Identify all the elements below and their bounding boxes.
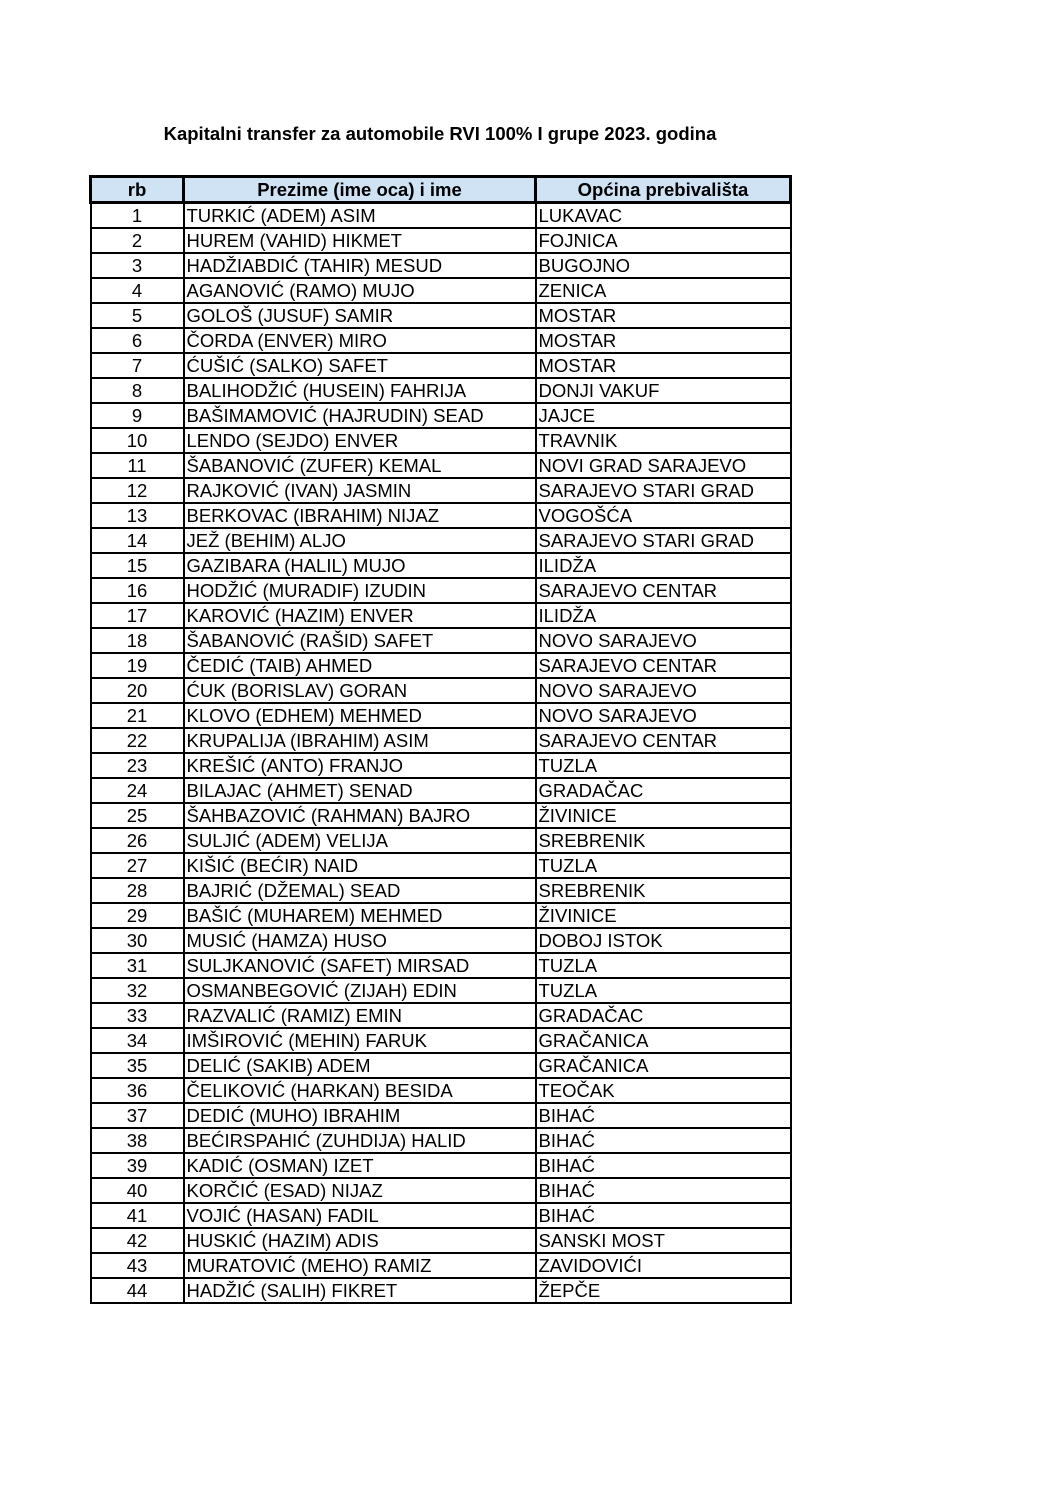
- cell-rb: 31: [91, 953, 184, 978]
- table-row: [91, 303, 791, 328]
- cell-municipality: ILIDŽA: [536, 603, 791, 628]
- cell-municipality: TUZLA: [536, 853, 791, 878]
- cell-name: HADŽIĆ (SALIH) FIKRET: [184, 1278, 536, 1303]
- table-row: [91, 353, 791, 378]
- table-row: [91, 778, 791, 803]
- cell-municipality: ZAVIDOVIĆI: [536, 1253, 791, 1278]
- table-row: [91, 1203, 791, 1228]
- cell-rb: 28: [91, 878, 184, 903]
- cell-name: LENDO (SEJDO) ENVER: [184, 428, 536, 453]
- cell-name: BILAJAC (AHMET) SENAD: [184, 778, 536, 803]
- cell-rb: 41: [91, 1203, 184, 1228]
- column-header-municipality: Općina prebivališta: [536, 177, 791, 203]
- cell-rb: 39: [91, 1153, 184, 1178]
- cell-rb: 8: [91, 378, 184, 403]
- cell-rb: 26: [91, 828, 184, 853]
- cell-municipality: MOSTAR: [536, 328, 791, 353]
- cell-name: KIŠIĆ (BEĆIR) NAID: [184, 853, 536, 878]
- cell-rb: 25: [91, 803, 184, 828]
- cell-name: RAJKOVIĆ (IVAN) JASMIN: [184, 478, 536, 503]
- table-row: [91, 1153, 791, 1178]
- table-row: [91, 1103, 791, 1128]
- cell-name: JEŽ (BEHIM) ALJO: [184, 528, 536, 553]
- cell-name: KREŠIĆ (ANTO) FRANJO: [184, 753, 536, 778]
- table-row: [91, 1003, 791, 1028]
- cell-municipality: JAJCE: [536, 403, 791, 428]
- cell-name: AGANOVIĆ (RAMO) MUJO: [184, 278, 536, 303]
- cell-name: VOJIĆ (HASAN) FADIL: [184, 1203, 536, 1228]
- cell-municipality: ŽIVINICE: [536, 903, 791, 928]
- cell-rb: 20: [91, 678, 184, 703]
- table-row: [91, 978, 791, 1003]
- cell-municipality: NOVO SARAJEVO: [536, 678, 791, 703]
- table-row: [91, 878, 791, 903]
- cell-municipality: ŽEPČE: [536, 1278, 791, 1303]
- cell-name: RAZVALIĆ (RAMIZ) EMIN: [184, 1003, 536, 1028]
- cell-name: KRUPALIJA (IBRAHIM) ASIM: [184, 728, 536, 753]
- cell-name: KORČIĆ (ESAD) NIJAZ: [184, 1178, 536, 1203]
- cell-rb: 24: [91, 778, 184, 803]
- table-row: [91, 628, 791, 653]
- table-row: [91, 1178, 791, 1203]
- cell-municipality: SARAJEVO STARI GRAD: [536, 528, 791, 553]
- table-row: [91, 678, 791, 703]
- cell-municipality: SREBRENIK: [536, 828, 791, 853]
- cell-name: ŠABANOVIĆ (RAŠID) SAFET: [184, 628, 536, 653]
- cell-municipality: BIHAĆ: [536, 1153, 791, 1178]
- cell-name: TURKIĆ (ADEM) ASIM: [184, 203, 536, 229]
- cell-municipality: BIHAĆ: [536, 1128, 791, 1153]
- cell-rb: 15: [91, 553, 184, 578]
- table-row: [91, 253, 791, 278]
- cell-name: SULJKANOVIĆ (SAFET) MIRSAD: [184, 953, 536, 978]
- cell-rb: 29: [91, 903, 184, 928]
- cell-municipality: GRADAČAC: [536, 778, 791, 803]
- cell-rb: 7: [91, 353, 184, 378]
- cell-municipality: GRAČANICA: [536, 1053, 791, 1078]
- cell-municipality: BIHAĆ: [536, 1178, 791, 1203]
- cell-municipality: SARAJEVO CENTAR: [536, 578, 791, 603]
- cell-municipality: NOVI GRAD SARAJEVO: [536, 453, 791, 478]
- cell-name: KADIĆ (OSMAN) IZET: [184, 1153, 536, 1178]
- table-row: [91, 503, 791, 528]
- table-row: [91, 953, 791, 978]
- cell-name: BALIHODŽIĆ (HUSEIN) FAHRIJA: [184, 378, 536, 403]
- cell-rb: 40: [91, 1178, 184, 1203]
- table-row: [91, 1253, 791, 1278]
- cell-municipality: LUKAVAC: [536, 203, 791, 229]
- cell-rb: 10: [91, 428, 184, 453]
- cell-rb: 1: [91, 203, 184, 229]
- cell-name: SULJIĆ (ADEM) VELIJA: [184, 828, 536, 853]
- table-row: [91, 453, 791, 478]
- table-row: [91, 578, 791, 603]
- cell-municipality: BUGOJNO: [536, 253, 791, 278]
- table-row: [91, 1078, 791, 1103]
- cell-name: MUSIĆ (HAMZA) HUSO: [184, 928, 536, 953]
- cell-rb: 16: [91, 578, 184, 603]
- cell-municipality: NOVO SARAJEVO: [536, 628, 791, 653]
- cell-rb: 11: [91, 453, 184, 478]
- cell-municipality: SARAJEVO STARI GRAD: [536, 478, 791, 503]
- records-table: [89, 175, 792, 1304]
- cell-name: ĆUŠIĆ (SALKO) SAFET: [184, 353, 536, 378]
- cell-name: KAROVIĆ (HAZIM) ENVER: [184, 603, 536, 628]
- column-header-name: Prezime (ime oca) i ime: [184, 177, 536, 203]
- cell-municipality: SARAJEVO CENTAR: [536, 653, 791, 678]
- cell-rb: 43: [91, 1253, 184, 1278]
- cell-rb: 30: [91, 928, 184, 953]
- table-row: [91, 928, 791, 953]
- cell-name: ĆUK (BORISLAV) GORAN: [184, 678, 536, 703]
- cell-municipality: BIHAĆ: [536, 1103, 791, 1128]
- cell-rb: 19: [91, 653, 184, 678]
- cell-name: BAJRIĆ (DŽEMAL) SEAD: [184, 878, 536, 903]
- cell-municipality: ZENICA: [536, 278, 791, 303]
- cell-name: BAŠIĆ (MUHAREM) MEHMED: [184, 903, 536, 928]
- cell-municipality: ILIDŽA: [536, 553, 791, 578]
- cell-rb: 9: [91, 403, 184, 428]
- cell-municipality: TUZLA: [536, 978, 791, 1003]
- cell-name: ČORDA (ENVER) MIRO: [184, 328, 536, 353]
- table-row: [91, 803, 791, 828]
- cell-rb: 38: [91, 1128, 184, 1153]
- cell-name: HODŽIĆ (MURADIF) IZUDIN: [184, 578, 536, 603]
- cell-rb: 27: [91, 853, 184, 878]
- table-row: [91, 528, 791, 553]
- cell-name: ŠAHBAZOVIĆ (RAHMAN) BAJRO: [184, 803, 536, 828]
- table-row: [91, 753, 791, 778]
- cell-municipality: MOSTAR: [536, 303, 791, 328]
- cell-name: HUSKIĆ (HAZIM) ADIS: [184, 1228, 536, 1253]
- table-row: [91, 553, 791, 578]
- table-header: [91, 177, 791, 203]
- cell-name: HUREM (VAHID) HIKMET: [184, 228, 536, 253]
- cell-municipality: TEOČAK: [536, 1078, 791, 1103]
- cell-name: HADŽIABDIĆ (TAHIR) MESUD: [184, 253, 536, 278]
- cell-name: DEDIĆ (MUHO) IBRAHIM: [184, 1103, 536, 1128]
- cell-municipality: MOSTAR: [536, 353, 791, 378]
- cell-rb: 32: [91, 978, 184, 1003]
- cell-municipality: SANSKI MOST: [536, 1228, 791, 1253]
- cell-name: DELIĆ (SAKIB) ADEM: [184, 1053, 536, 1078]
- cell-rb: 44: [91, 1278, 184, 1303]
- table-row: [91, 1053, 791, 1078]
- cell-rb: 22: [91, 728, 184, 753]
- cell-rb: 36: [91, 1078, 184, 1103]
- cell-municipality: GRAČANICA: [536, 1028, 791, 1053]
- table-row: [91, 403, 791, 428]
- cell-municipality: DOBOJ ISTOK: [536, 928, 791, 953]
- cell-rb: 4: [91, 278, 184, 303]
- cell-name: ČEDIĆ (TAIB) AHMED: [184, 653, 536, 678]
- table-row: [91, 653, 791, 678]
- cell-rb: 17: [91, 603, 184, 628]
- cell-rb: 13: [91, 503, 184, 528]
- table-row: [91, 203, 791, 229]
- cell-name: OSMANBEGOVIĆ (ZIJAH) EDIN: [184, 978, 536, 1003]
- cell-name: IMŠIROVIĆ (MEHIN) FARUK: [184, 1028, 536, 1053]
- table-row: [91, 228, 791, 253]
- table-row: [91, 428, 791, 453]
- header-row: [91, 177, 791, 203]
- table-row: [91, 853, 791, 878]
- cell-name: BERKOVAC (IBRAHIM) NIJAZ: [184, 503, 536, 528]
- table-body: [91, 203, 791, 1304]
- cell-rb: 37: [91, 1103, 184, 1128]
- table-row: [91, 378, 791, 403]
- cell-name: BEĆIRSPAHIĆ (ZUHDIJA) HALID: [184, 1128, 536, 1153]
- cell-municipality: TUZLA: [536, 953, 791, 978]
- table-row: [91, 603, 791, 628]
- cell-name: GOLOŠ (JUSUF) SAMIR: [184, 303, 536, 328]
- table-row: [91, 1278, 791, 1303]
- cell-rb: 18: [91, 628, 184, 653]
- table-row: [91, 1128, 791, 1153]
- cell-name: ČELIKOVIĆ (HARKAN) BESIDA: [184, 1078, 536, 1103]
- cell-rb: 42: [91, 1228, 184, 1253]
- cell-rb: 12: [91, 478, 184, 503]
- cell-rb: 21: [91, 703, 184, 728]
- cell-rb: 34: [91, 1028, 184, 1053]
- table-row: [91, 278, 791, 303]
- table-row: [91, 1028, 791, 1053]
- cell-municipality: DONJI VAKUF: [536, 378, 791, 403]
- cell-municipality: TUZLA: [536, 753, 791, 778]
- cell-rb: 3: [91, 253, 184, 278]
- cell-rb: 2: [91, 228, 184, 253]
- cell-municipality: ŽIVINICE: [536, 803, 791, 828]
- table-row: [91, 703, 791, 728]
- document-title: Kapitalni transfer za automobile RVI 100% I grupe 2023. godina: [163, 123, 717, 144]
- table-row: [91, 903, 791, 928]
- cell-rb: 23: [91, 753, 184, 778]
- cell-municipality: GRADAČAC: [536, 1003, 791, 1028]
- table-row: [91, 328, 791, 353]
- cell-rb: 33: [91, 1003, 184, 1028]
- table-row: [91, 478, 791, 503]
- cell-municipality: FOJNICA: [536, 228, 791, 253]
- cell-municipality: SARAJEVO CENTAR: [536, 728, 791, 753]
- cell-municipality: TRAVNIK: [536, 428, 791, 453]
- cell-name: MURATOVIĆ (MEHO) RAMIZ: [184, 1253, 536, 1278]
- cell-municipality: VOGOŠĆA: [536, 503, 791, 528]
- cell-name: ŠABANOVIĆ (ZUFER) KEMAL: [184, 453, 536, 478]
- cell-municipality: BIHAĆ: [536, 1203, 791, 1228]
- column-header-rb: rb: [91, 177, 184, 203]
- cell-rb: 35: [91, 1053, 184, 1078]
- cell-rb: 5: [91, 303, 184, 328]
- table-row: [91, 1228, 791, 1253]
- cell-rb: 14: [91, 528, 184, 553]
- cell-name: KLOVO (EDHEM) MEHMED: [184, 703, 536, 728]
- table-row: [91, 828, 791, 853]
- cell-name: BAŠIMAMOVIĆ (HAJRUDIN) SEAD: [184, 403, 536, 428]
- cell-rb: 6: [91, 328, 184, 353]
- table-row: [91, 728, 791, 753]
- cell-name: GAZIBARA (HALIL) MUJO: [184, 553, 536, 578]
- cell-municipality: NOVO SARAJEVO: [536, 703, 791, 728]
- cell-municipality: SREBRENIK: [536, 878, 791, 903]
